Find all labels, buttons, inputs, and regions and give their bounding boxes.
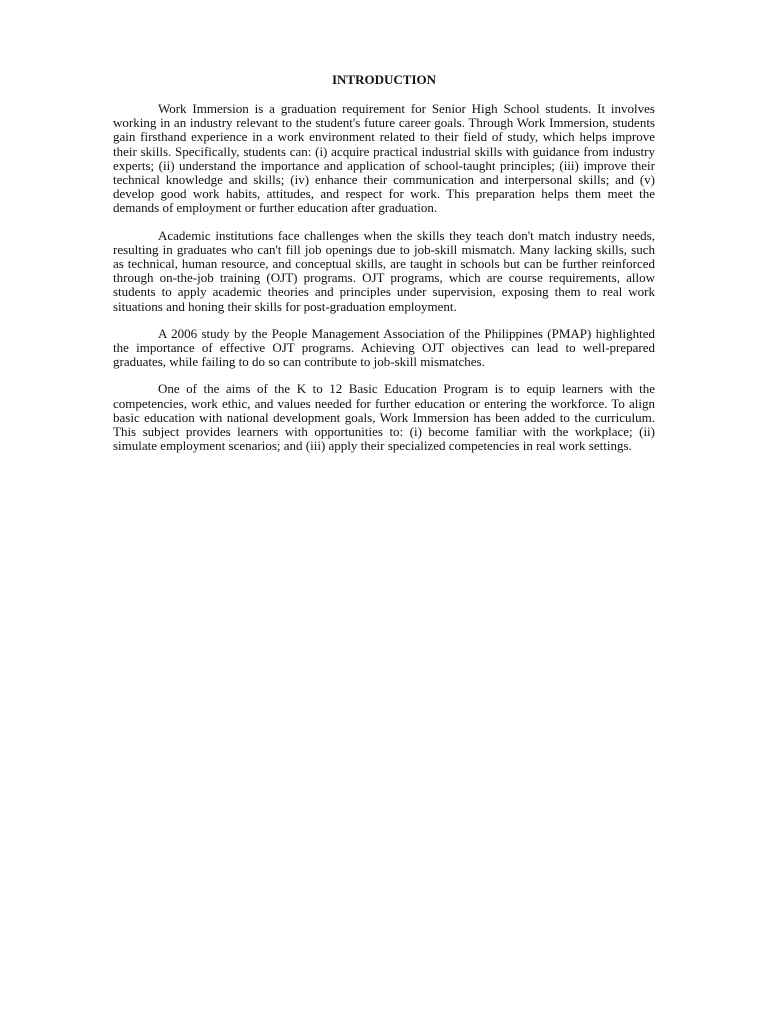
document-title: INTRODUCTION bbox=[331, 72, 436, 87]
paragraph-work-immersion: Work Immersion is a graduation requirement for Senior High School students. It involves working in an industry relevant to the student's future career goals. Through Work Immersion, students gain firsthand experience in a work environment related to their field of study, which helps improve their skills. Specifically, students can: (i) acquire practical industrial skills with guidance from industry experts; (ii) understand the importance and application of school-taught principles; (iii) improve their technical knowledge and skills; (iv) enhance their communication and interpersonal skills; and (v) develop good work habits, attitudes, and respect for work. This preparation helps them meet the demands of employment or further education after graduation. bbox=[113, 101, 655, 216]
paragraph-pmap-study: A 2006 study by the People Management Association of the Philippines (PMAP) highlighted the importance of effective OJT programs. Achieving OJT objectives can lead to well-prepared graduates, while failing to do so can contribute to job-skill mismatches. bbox=[113, 325, 655, 370]
document-body bbox=[113, 72, 655, 466]
paragraph-k12-program: One of the aims of the K to 12 Basic Education Program is to equip learners with the competencies, work ethic, and values needed for further education or entering the workforce. To align basic education with national development goals, Work Immersion has been added to the curriculum. This subject provides learners with opportunities to: (i) become familiar with the workplace; (ii) simulate employment scenarios; and (iii) apply their specialized competencies in real work settings. bbox=[113, 381, 655, 454]
paragraph-skill-mismatch: Academic institutions face challenges when the skills they teach don't match industry needs, resulting in graduates who can't fill job openings due to job-skill mismatch. Many lacking skills, such as technical, human resource, and conceptual skills, are taught in schools but can be further reinforced through on-the-job training (OJT) programs. OJT programs, which are course requirements, allow students to apply academic theories and principles under supervision, exposing them to real work situations and honing their skills for post-graduation employment. bbox=[113, 227, 655, 314]
